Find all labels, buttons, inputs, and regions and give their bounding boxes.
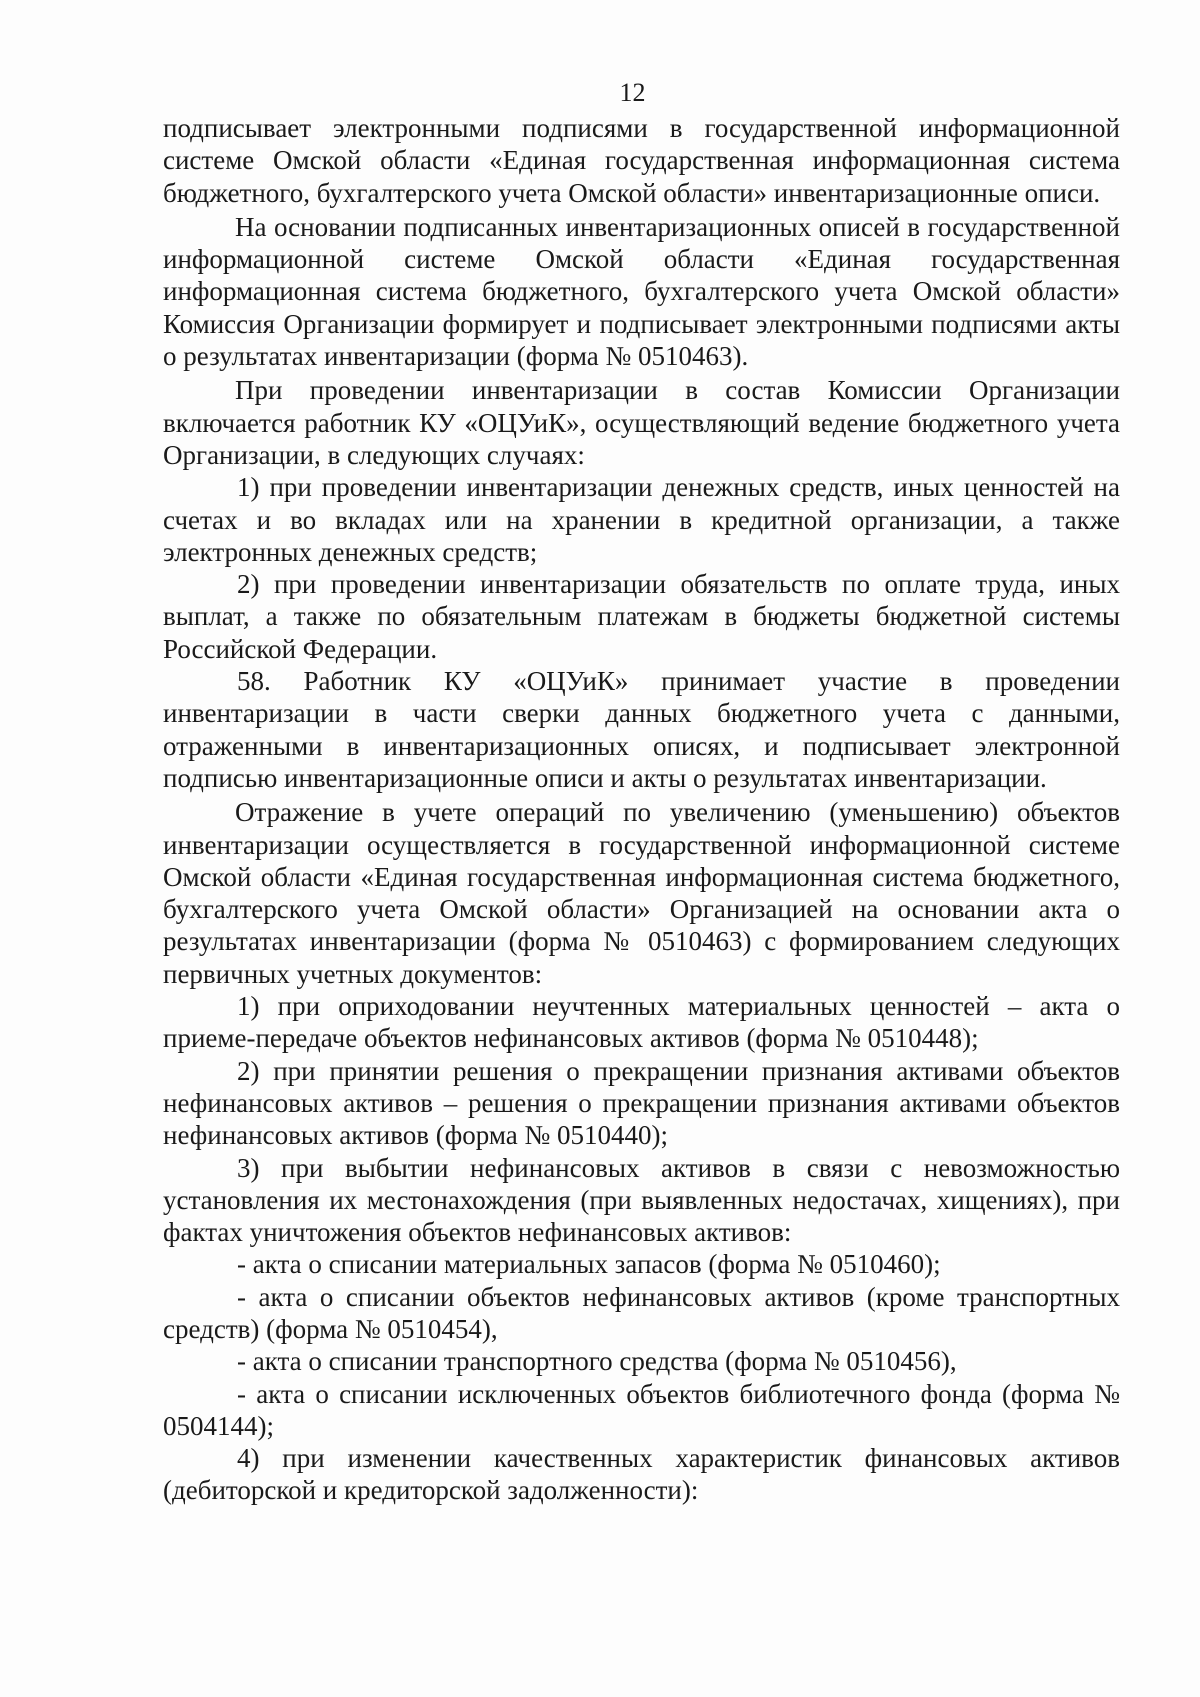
page-number: 12 bbox=[619, 78, 646, 107]
paragraph-10: 3) при выбытии нефинансовых активов в связи с невозможностью установления их местонахождения (при выявленных недостачах, хищениях), при фактах уничтожения объектов нефинансовых активов: bbox=[163, 1152, 1120, 1248]
document-body bbox=[163, 112, 1120, 1507]
paragraph-6: 58. Работник КУ «ОЦУиК» принимает участие в проведении инвентаризации в части сверки данных бюджетного учета с данными, отраженными в инвентаризационных описях, и подписывает электронной подписью инвентаризационные описи и акты о результатах инвентаризации. bbox=[163, 666, 1120, 793]
paragraph-7: Отражение в учете операций по увеличению (уменьшению) объектов инвентаризации осуществляется в государственной информационной системе Омской области «Единая государственная информационная система бюджетного, бухгалтерского учета Омской области» Организацией на основании акта о результатах инвентаризации (форма № 0510463) с формированием следующих первичных учетных документов: bbox=[163, 797, 1120, 989]
paragraph-3: При проведении инвентаризации в состав Комиссии Организации включается работник КУ «ОЦУиК», осуществляющий ведение бюджетного учета Организации, в следующих случаях: bbox=[163, 375, 1120, 470]
paragraph-9: 2) при принятии решения о прекращении признания активами объектов нефинансовых активов – решения о прекращении признания активами объектов нефинансовых активов (форма № 0510440); bbox=[163, 1055, 1120, 1151]
paragraph-1: подписывает электронными подписями в государственной информационной системе Омской области «Единая государственная информационная система бюджетного, бухгалтерского учета Омской области» инвентаризационные описи. bbox=[163, 113, 1120, 208]
paragraph-14: - акта о списании исключенных объектов библиотечного фонда (форма № 0504144); bbox=[163, 1378, 1120, 1441]
paragraph-13: - акта о списании транспортного средства (форма № 0510456), bbox=[237, 1346, 957, 1377]
paragraph-15: 4) при изменении качественных характеристик финансовых активов (дебиторской и кредиторской задолженности): bbox=[163, 1443, 1120, 1506]
paragraph-12: - акта о списании объектов нефинансовых активов (кроме транспортных средств) (форма № 0510454), bbox=[163, 1281, 1120, 1344]
paragraph-4: 1) при проведении инвентаризации денежных средств, иных ценностей на счетах и во вкладах или на хранении в кредитной организации, а также электронных денежных средств; bbox=[163, 472, 1120, 567]
paragraph-5: 2) при проведении инвентаризации обязательств по оплате труда, иных выплат, а также по обязательным платежам в бюджеты бюджетной системы Российской Федерации. bbox=[163, 569, 1120, 664]
paragraph-11: - акта о списании материальных запасов (форма № 0510460); bbox=[237, 1249, 941, 1280]
paragraph-8: 1) при оприходовании неучтенных материальных ценностей – акта о приеме-передаче объектов нефинансовых активов (форма № 0510448); bbox=[163, 991, 1120, 1054]
paragraph-2: На основании подписанных инвентаризационных описей в государственной информационной системе Омской области «Единая государственная информационная система бюджетного, бухгалтерского учета Омской области» Комиссия Организации формирует и подписывает электронными подписями акты о результатах инвентаризации (форма № 0510463). bbox=[163, 211, 1120, 372]
